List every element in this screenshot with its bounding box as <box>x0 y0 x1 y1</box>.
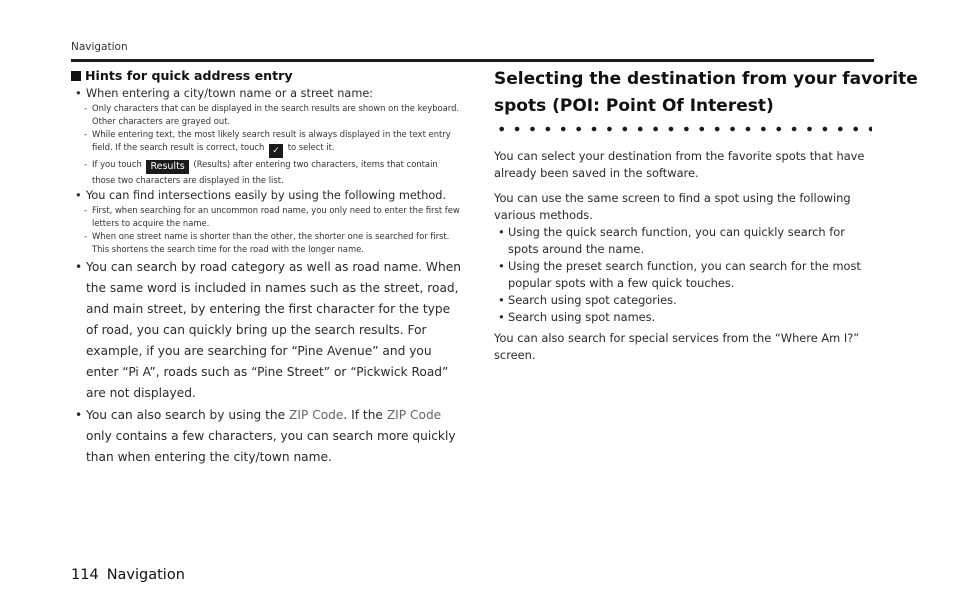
sub-bullet-shorter-name: - When one street name is shorter than the other, the shorter one is searched for first. This shortens the search time for the road with the longer name. <box>71 230 463 256</box>
results-button-graphic: Results <box>146 160 188 174</box>
list-item: • Search using spot categories. <box>494 292 874 309</box>
bullet-city-street: • When entering a city/town name or a street name: <box>71 86 463 102</box>
sub-bullet-results <box>71 158 463 187</box>
list-item: • Using the quick search function, you can quickly search for spots around the name. <box>494 224 874 258</box>
square-bullet-icon <box>71 71 81 81</box>
header-rule <box>71 59 874 62</box>
zip-code-term: ZIP Code <box>386 408 442 422</box>
intro-paragraph: You can select your destination from the favorite spots that have already been saved in the software. <box>494 149 865 180</box>
bullet-road-category: • You can search by road category as well as road name. When the same word is included in names such as the street, road, and main street, by entering the first character for the type of road, you can quickly bring up the search results. For example, if you are searching for “Pine Avenue” and you enter “Pi A”, roads such as “Pine Street” or “Pickwick Road” are not displayed. <box>71 257 463 404</box>
bullet-text: . If the <box>343 408 383 422</box>
sub-bullet-text: If you touch <box>92 159 142 169</box>
footer-section: Navigation <box>106 567 185 583</box>
zip-code-term: ZIP Code <box>289 408 344 422</box>
sub-bullet-uncommon-road: - First, when searching for an uncommon road name, you only need to enter the first few letters to acquire the name. <box>71 204 463 230</box>
checkmark-icon: ✓ <box>269 144 283 158</box>
sub-bullet-text: While entering text, the most likely search result is always displayed in the text entry field. If the search result is correct, touch <box>92 129 451 152</box>
section-heading <box>71 68 463 83</box>
methods-paragraph: You can use the same screen to find a spot using the following various methods. <box>494 191 851 222</box>
left-column <box>71 68 463 468</box>
right-column <box>494 66 918 364</box>
section-heading-text: Hints for quick address entry <box>85 68 293 83</box>
bullet-intersections: • You can find intersections easily by using the following method. <box>71 188 463 204</box>
page-title-line-1: Selecting the destination from your favorite <box>494 69 918 89</box>
bullet-text: You can also search by using the <box>86 408 286 422</box>
sub-bullet-keyboard: - Only characters that can be displayed in the search results are shown on the keyboard. Other characters are grayed out. <box>71 102 463 128</box>
page-number: 114 <box>71 567 99 583</box>
sub-bullet-text: to select it. <box>287 142 335 152</box>
list-item: • Using the preset search function, you can search for the most popular spots with a few quick touches. <box>494 258 874 292</box>
page-title-line-2: spots (POI: Point Of Interest) <box>494 96 774 116</box>
bullet-text: only contains a few characters, you can search more quickly than when entering the city/town name. <box>86 429 456 464</box>
special-services-paragraph: You can also search for special services from the “Where Am I?” screen. <box>494 331 860 362</box>
list-item: • Search using spot names. <box>494 309 874 326</box>
bullet-zip-code <box>71 405 463 468</box>
sub-bullet-likely-result <box>71 128 463 158</box>
sub-bullet-text: (Results) after entering two characters, items that contain those two characters are displayed in the list. <box>92 159 438 185</box>
page-footer <box>71 567 185 583</box>
running-header: Navigation <box>71 41 128 53</box>
dotted-divider <box>494 126 872 132</box>
